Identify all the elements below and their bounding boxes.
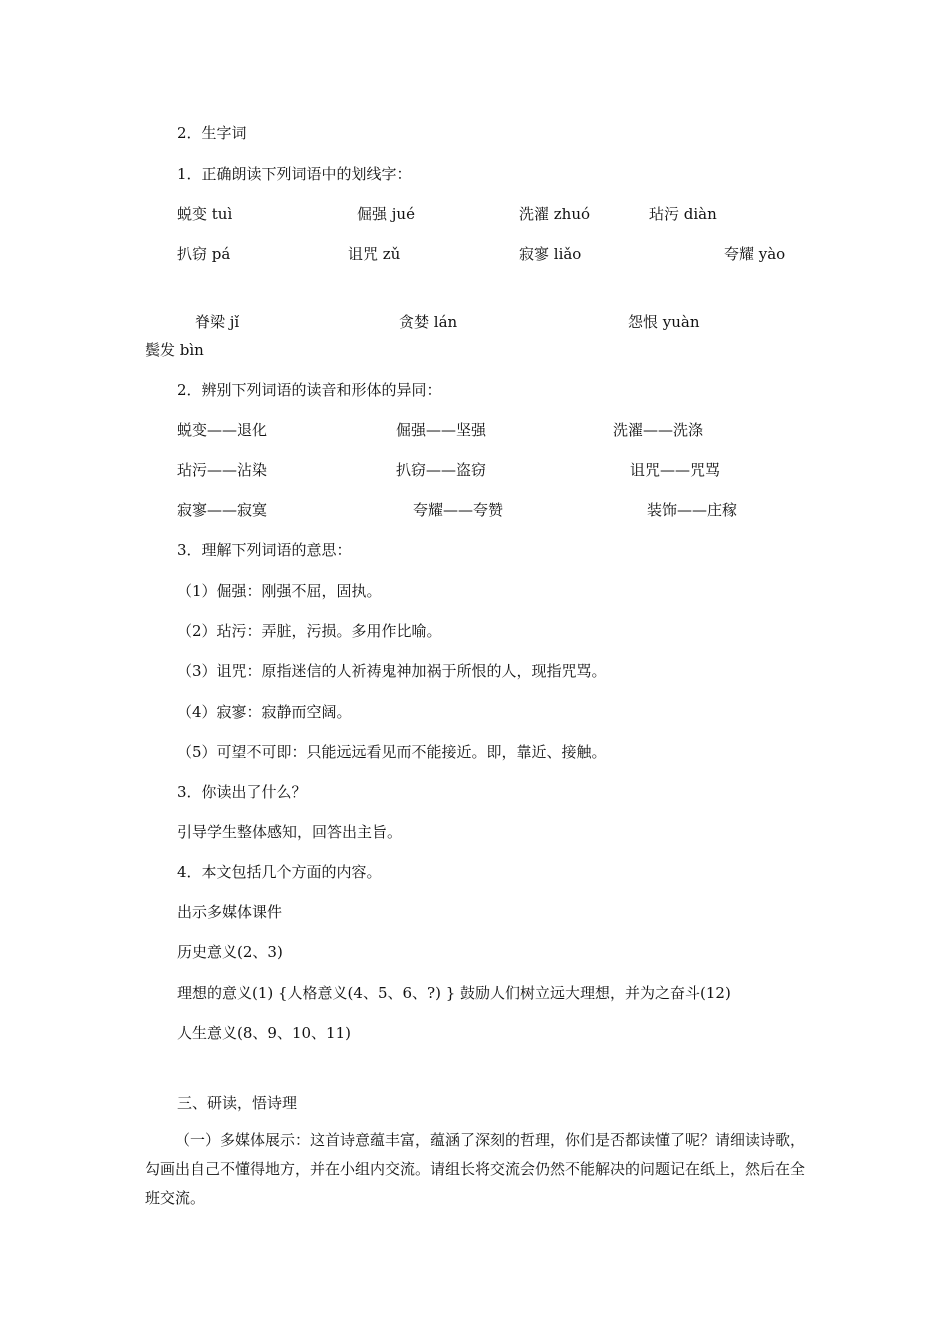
compare-pair: 装饰——庄稼 — [647, 501, 738, 519]
pinyin-word: 怨恨 yuàn — [628, 313, 700, 331]
meaning-item: （5）可望不可即：只能远远看见而不能接近。即，靠近、接触。 — [177, 743, 607, 761]
pinyin-word: 扒窃 pá — [177, 245, 231, 263]
part-3-paragraph: （一）多媒体展示：这首诗意蕴丰富，蕴涵了深刻的哲理，你们是否都读懂了呢？请细读诗歌，勾画出自己不懂得地方，并在小组内交流。请组长将交流会仍然不能解决的问题记在纸上，然后在全班交流。 — [145, 1131, 806, 1207]
compare-pair: 夸耀——夸赞 — [413, 501, 504, 519]
question-3-title: 3．理解下列词语的意思： — [177, 541, 352, 559]
pinyin-word: 鬓发 bìn — [145, 341, 204, 359]
question-1-title: 1．正确朗读下列词语中的划线字： — [177, 165, 412, 183]
meaning-item: （4）寂寥：寂静而空阔。 — [177, 703, 352, 721]
pinyin-word: 夸耀 yào — [724, 245, 786, 263]
body-text: 引导学生整体感知，回答出主旨。 — [177, 823, 403, 841]
section-title-content: 4．本文包括几个方面的内容。 — [177, 863, 382, 881]
part-3-title: 三、研读，悟诗理 — [177, 1094, 298, 1112]
pinyin-word: 倔强 jué — [357, 205, 415, 223]
pinyin-word: 玷污 diàn — [649, 205, 717, 223]
meaning-item: （1）倔强：刚强不屈，固执。 — [177, 582, 382, 600]
pinyin-word: 寂寥 liǎo — [519, 245, 582, 263]
outline-life: 人生意义(8、9、10、11) — [177, 1024, 351, 1042]
section-title-reading: 3．你读出了什么？ — [177, 783, 307, 801]
pinyin-word: 诅咒 zǔ — [348, 245, 401, 263]
compare-pair: 诅咒——咒骂 — [630, 461, 721, 479]
pinyin-word: 贪婪 lán — [399, 313, 458, 331]
outline-history: 历史意义(2、3) — [177, 943, 283, 961]
compare-pair: 倔强——坚强 — [396, 421, 487, 439]
pinyin-word: 蜕变 tuì — [177, 205, 233, 223]
meaning-item: （2）玷污：弄脏，污损。多用作比喻。 — [177, 622, 442, 640]
outline-ideal: 理想的意义(1) {人格意义(4、5、6、?) } 鼓励人们树立远大理想，并为之奋斗(12) — [177, 984, 731, 1002]
compare-pair: 寂寥——寂寞 — [177, 501, 268, 519]
compare-pair: 扒窃——盗窃 — [396, 461, 487, 479]
pinyin-word: 洗濯 zhuó — [519, 205, 591, 223]
question-2-title: 2．辨别下列词语的读音和形体的异同： — [177, 381, 442, 399]
compare-pair: 洗濯——洗涤 — [613, 421, 704, 439]
compare-pair: 玷污——沾染 — [177, 461, 268, 479]
body-text: 出示多媒体课件 — [177, 903, 283, 921]
pinyin-word: 脊梁 jǐ — [195, 313, 240, 331]
compare-pair: 蜕变——退化 — [177, 421, 268, 439]
section-title-vocabulary: 2．生字词 — [177, 124, 247, 142]
meaning-item: （3）诅咒：原指迷信的人祈祷鬼神加祸于所恨的人，现指咒骂。 — [177, 662, 607, 680]
